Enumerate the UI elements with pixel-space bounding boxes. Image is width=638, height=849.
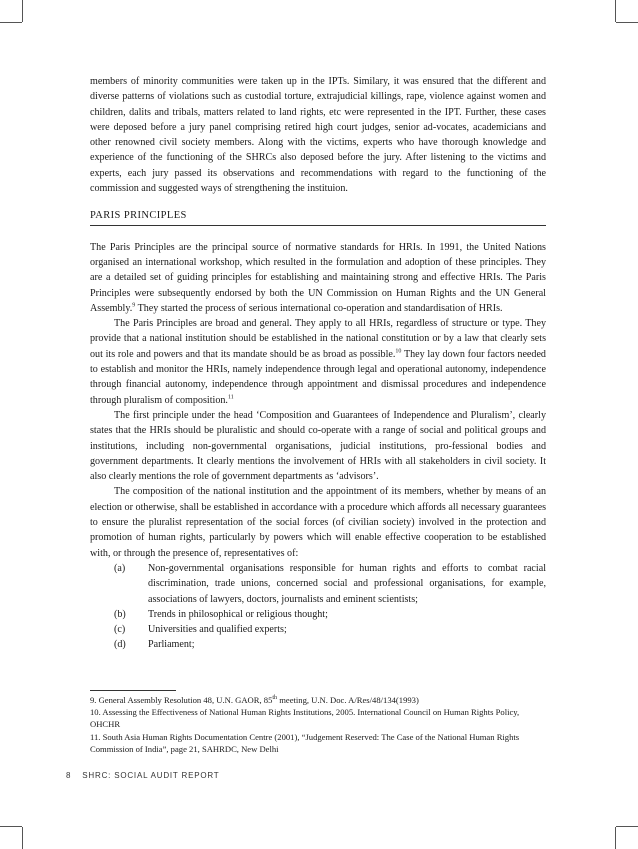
- paragraph-intro: members of minority communities were taken up in the IPTs. Similary, it was ensured that the different and diverse patterns of violations such as custodial torture, extrajudicial killings, rape, violence against women and children, dalits and tribals, matters related to land rights, etc were represented in the IPT. Further, these cases were deposed before a jury panel comprising retired high court judges, senior ad-vocates, academicians and other renowned civil society members. Along with the victims, experts who have thorough knowledge and experience of the functioning of the SHRCs also deposed before the jury. After listening to the victims and experts, each jury passed its observations and recommendations with regard to the functioning of the commission and suggested ways of strengthening the instituion.: [90, 76, 546, 195]
- section-heading: PARIS PRINCIPLES: [90, 208, 546, 225]
- paragraph-paris-2: [90, 316, 546, 408]
- crop-mark-bottom-right-h: [616, 826, 638, 827]
- crop-mark-top-left-h: [0, 22, 22, 23]
- list-item-text: Non-governmental organisations responsible for human rights and efforts to combat racial discrimination, trade unions, concerned social and professional organisations, for example, associations of lawyers, doctors, journalists and eminent scientists;: [148, 562, 546, 605]
- footnotes: [90, 690, 546, 755]
- paragraph-first-principle: The first principle under the head ‘Composition and Guarantees of Independence and Pluralism’, clearly states that the HRIs should be pluralistic and should co-operate with a range of social and political groups and institutions, including non-governmental organisations, judicial institutions, pro-fessional bodies and government departments. It clearly mentions the involvement of HRIs with all stakeholders in civil society. It also clearly mentions the role of government departments as ‘advisors’.: [90, 409, 546, 483]
- footnote-superscript: th: [272, 695, 278, 702]
- list-item: [90, 637, 546, 652]
- list-item-text: Universities and qualified experts;: [148, 624, 287, 636]
- crop-mark-bottom-left-v: [22, 827, 23, 849]
- representatives-list: [90, 561, 546, 653]
- paragraph-text: The Paris Principles are the principal source of normative standards for HRIs. In 1991, the United Nations organised an international workshop, which resulted in the formulation and adoption of these principles. They are a detailed set of guiding principles for establishing and maintaining strong and effective HRIs. The Paris Principles were subsequently endorsed by both the UN Commission on Human Rights and the UN General Assembly.: [90, 241, 546, 314]
- list-item-text: Trends in philosophical or religious thought;: [148, 608, 328, 620]
- list-item: [90, 607, 546, 622]
- footnote-ref-11: 11: [227, 394, 234, 401]
- page-number: 8: [66, 771, 72, 780]
- footnote-ref-10: 10: [395, 348, 402, 355]
- list-marker: (a): [114, 562, 126, 574]
- footnote-rule: [90, 690, 176, 691]
- footnote-10: 10. Assessing the Effectiveness of National Human Rights Institutions, 2005. International Council on Human Rights Policy, OHCHR: [90, 707, 520, 730]
- paragraph-text: They started the process of serious international co-operation and standardisation of HRIs.: [135, 302, 503, 314]
- footnote-11: 11. South Asia Human Rights Documentation Centre (2001), “Judgement Reserved: The Case of the National Human Rights Commission of India”, page 21, SAHRDC, New Delhi: [90, 731, 520, 754]
- page-footer: [66, 771, 220, 780]
- crop-mark-top-right-v: [615, 0, 616, 22]
- list-item: [90, 561, 546, 607]
- crop-mark-bottom-left-h: [0, 826, 22, 827]
- list-marker: (d): [114, 639, 126, 651]
- list-marker: (c): [114, 624, 126, 636]
- footnote-9: [90, 694, 546, 706]
- paragraph-paris-1: [90, 240, 546, 316]
- paragraph-composition: The composition of the national institution and the appointment of its members, whether by means of an election or otherwise, shall be established in accordance with a procedure which affords all necessary guarantees to ensure the pluralist representation of the social forces (of civilian society) involved in the protection and promotion of human rights, particularly by powers which will enable effective cooperation to be established with, or through the presence of, representatives of:: [90, 486, 546, 559]
- paragraph-text: They lay down four factors needed to establish and monitor the HRIs, namely independence through legal and operational autonomy, independence through financial autonomy, independence through appointment and dismissal procedures and independence through pluralism of composition.: [90, 348, 546, 406]
- page-body: [90, 74, 546, 653]
- footnote-text: meeting, U.N. Doc. A/Res/48/134(1993): [277, 695, 419, 705]
- list-item: [90, 622, 546, 637]
- list-marker: (b): [114, 608, 126, 620]
- crop-mark-bottom-right-v: [615, 827, 616, 849]
- footnote-ref-9: 9: [132, 302, 136, 309]
- crop-mark-top-right-h: [616, 22, 638, 23]
- footnote-text: 9. General Assembly Resolution 48, U.N. GAOR, 85: [90, 695, 273, 705]
- paragraph-text: The Paris Principles are broad and general. They apply to all HRIs, regardless of structure or type. They provide that a national institution should be established in the national constitution or by a law that clearly sets out its role and powers and that its mandate should be as broad as possible.: [90, 318, 546, 360]
- crop-mark-top-left-v: [22, 0, 23, 22]
- list-item-text: Parliament;: [148, 639, 195, 651]
- running-title: SHRC: SOCIAL AUDIT REPORT: [82, 771, 220, 780]
